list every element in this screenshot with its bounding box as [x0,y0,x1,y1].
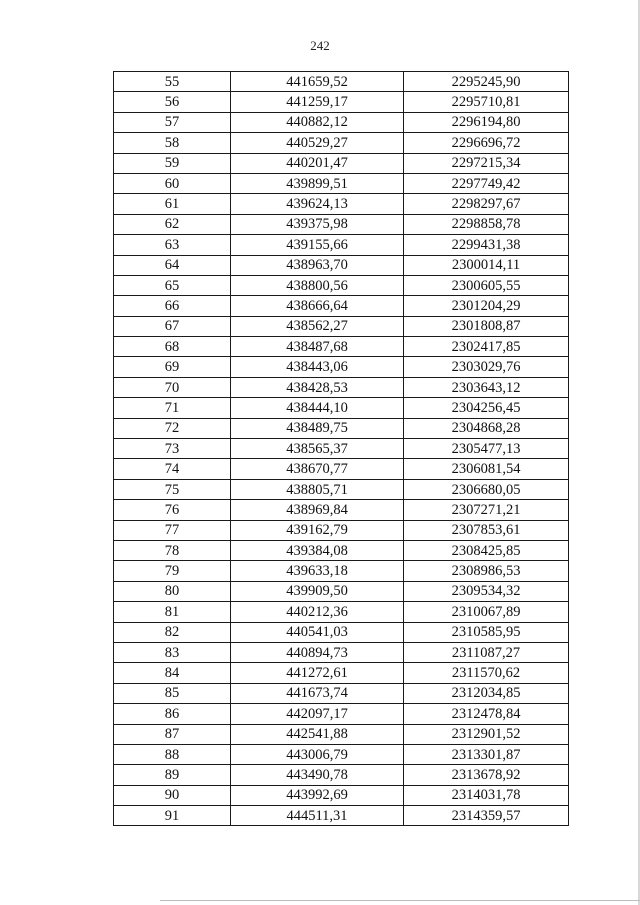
x-coordinate-cell: 438565,37 [231,439,404,459]
point-number-cell: 70 [114,377,231,397]
point-number-cell: 85 [114,683,231,703]
point-number-cell: 71 [114,398,231,418]
table-row [114,561,569,581]
y-coordinate-cell: 2313678,92 [404,765,569,785]
y-coordinate-cell: 2298858,78 [404,214,569,234]
x-coordinate-cell: 441272,61 [231,663,404,683]
y-coordinate-cell: 2297749,42 [404,173,569,193]
point-number-cell: 83 [114,642,231,662]
point-number-cell: 73 [114,439,231,459]
x-coordinate-cell: 438963,70 [231,255,404,275]
x-coordinate-cell: 440212,36 [231,602,404,622]
y-coordinate-cell: 2311570,62 [404,663,569,683]
y-coordinate-cell: 2311087,27 [404,642,569,662]
x-coordinate-cell: 440894,73 [231,642,404,662]
table-row [114,357,569,377]
y-coordinate-cell: 2296696,72 [404,133,569,153]
x-coordinate-cell: 441659,52 [231,72,404,92]
x-coordinate-cell: 440201,47 [231,153,404,173]
x-coordinate-cell: 438805,71 [231,479,404,499]
y-coordinate-cell: 2304868,28 [404,418,569,438]
y-coordinate-cell: 2295245,90 [404,72,569,92]
table-row [114,153,569,173]
point-number-cell: 74 [114,459,231,479]
table-row [114,500,569,520]
x-coordinate-cell: 438489,75 [231,418,404,438]
point-number-cell: 79 [114,561,231,581]
point-number-cell: 59 [114,153,231,173]
table-row [114,133,569,153]
y-coordinate-cell: 2297215,34 [404,153,569,173]
point-number-cell: 84 [114,663,231,683]
y-coordinate-cell: 2310585,95 [404,622,569,642]
x-coordinate-cell: 441259,17 [231,92,404,112]
table-row [114,112,569,132]
x-coordinate-cell: 442541,88 [231,724,404,744]
x-coordinate-cell: 439899,51 [231,173,404,193]
point-number-cell: 66 [114,296,231,316]
point-number-cell: 64 [114,255,231,275]
x-coordinate-cell: 440529,27 [231,133,404,153]
y-coordinate-cell: 2307853,61 [404,520,569,540]
x-coordinate-cell: 443992,69 [231,785,404,805]
table-row [114,459,569,479]
y-coordinate-cell: 2306081,54 [404,459,569,479]
table-row [114,602,569,622]
y-coordinate-cell: 2313301,87 [404,744,569,764]
table-row [114,418,569,438]
page-number: 242 [310,38,330,53]
x-coordinate-cell: 438443,06 [231,357,404,377]
x-coordinate-cell: 442097,17 [231,704,404,724]
y-coordinate-cell: 2298297,67 [404,194,569,214]
table-row [114,275,569,295]
point-number-cell: 67 [114,316,231,336]
point-number-cell: 72 [114,418,231,438]
table-row [114,540,569,560]
point-number-cell: 56 [114,92,231,112]
table-row [114,744,569,764]
y-coordinate-cell: 2302417,85 [404,337,569,357]
table-row [114,337,569,357]
table-row [114,765,569,785]
table-row [114,581,569,601]
x-coordinate-cell: 439384,08 [231,540,404,560]
table-row [114,724,569,744]
table-row [114,235,569,255]
y-coordinate-cell: 2296194,80 [404,112,569,132]
point-number-cell: 55 [114,72,231,92]
x-coordinate-cell: 439375,98 [231,214,404,234]
y-coordinate-cell: 2308986,53 [404,561,569,581]
point-number-cell: 91 [114,806,231,826]
x-coordinate-cell: 444511,31 [231,806,404,826]
x-coordinate-cell: 440882,12 [231,112,404,132]
point-number-cell: 69 [114,357,231,377]
point-number-cell: 80 [114,581,231,601]
table-row [114,173,569,193]
x-coordinate-cell: 439909,50 [231,581,404,601]
point-number-cell: 76 [114,500,231,520]
point-number-cell: 75 [114,479,231,499]
x-coordinate-cell: 438670,77 [231,459,404,479]
point-number-cell: 86 [114,704,231,724]
x-coordinate-cell: 443490,78 [231,765,404,785]
x-coordinate-cell: 443006,79 [231,744,404,764]
y-coordinate-cell: 2310067,89 [404,602,569,622]
table-row [114,785,569,805]
x-coordinate-cell: 441673,74 [231,683,404,703]
x-coordinate-cell: 438969,84 [231,500,404,520]
x-coordinate-cell: 438487,68 [231,337,404,357]
y-coordinate-cell: 2301204,29 [404,296,569,316]
y-coordinate-cell: 2299431,38 [404,235,569,255]
table-row [114,316,569,336]
y-coordinate-cell: 2295710,81 [404,92,569,112]
y-coordinate-cell: 2307271,21 [404,500,569,520]
point-number-cell: 63 [114,235,231,255]
x-coordinate-cell: 438800,56 [231,275,404,295]
scan-edge-bottom [160,900,640,901]
y-coordinate-cell: 2312478,84 [404,704,569,724]
table-row [114,377,569,397]
table-row [114,194,569,214]
point-number-cell: 78 [114,540,231,560]
table-row [114,398,569,418]
x-coordinate-cell: 440541,03 [231,622,404,642]
x-coordinate-cell: 439633,18 [231,561,404,581]
point-number-cell: 89 [114,765,231,785]
y-coordinate-cell: 2314359,57 [404,806,569,826]
point-number-cell: 88 [114,744,231,764]
y-coordinate-cell: 2305477,13 [404,439,569,459]
point-number-cell: 87 [114,724,231,744]
table-row [114,642,569,662]
point-number-cell: 62 [114,214,231,234]
point-number-cell: 57 [114,112,231,132]
x-coordinate-cell: 439155,66 [231,235,404,255]
table-row [114,92,569,112]
table-row [114,296,569,316]
table-row [114,72,569,92]
x-coordinate-cell: 439624,13 [231,194,404,214]
coordinates-table [113,71,569,826]
point-number-cell: 65 [114,275,231,295]
point-number-cell: 82 [114,622,231,642]
y-coordinate-cell: 2303643,12 [404,377,569,397]
y-coordinate-cell: 2306680,05 [404,479,569,499]
point-number-cell: 68 [114,337,231,357]
y-coordinate-cell: 2300014,11 [404,255,569,275]
y-coordinate-cell: 2303029,76 [404,357,569,377]
y-coordinate-cell: 2308425,85 [404,540,569,560]
y-coordinate-cell: 2304256,45 [404,398,569,418]
x-coordinate-cell: 438562,27 [231,316,404,336]
table-row [114,622,569,642]
y-coordinate-cell: 2309534,32 [404,581,569,601]
table-row [114,520,569,540]
y-coordinate-cell: 2314031,78 [404,785,569,805]
table-row [114,214,569,234]
point-number-cell: 77 [114,520,231,540]
y-coordinate-cell: 2312034,85 [404,683,569,703]
point-number-cell: 60 [114,173,231,193]
y-coordinate-cell: 2301808,87 [404,316,569,336]
table-row [114,683,569,703]
table-row [114,439,569,459]
table-row [114,704,569,724]
x-coordinate-cell: 438444,10 [231,398,404,418]
y-coordinate-cell: 2312901,52 [404,724,569,744]
point-number-cell: 81 [114,602,231,622]
table-row [114,479,569,499]
table-row [114,663,569,683]
x-coordinate-cell: 438666,64 [231,296,404,316]
x-coordinate-cell: 439162,79 [231,520,404,540]
y-coordinate-cell: 2300605,55 [404,275,569,295]
point-number-cell: 90 [114,785,231,805]
table-row [114,806,569,826]
point-number-cell: 61 [114,194,231,214]
point-number-cell: 58 [114,133,231,153]
x-coordinate-cell: 438428,53 [231,377,404,397]
table-row [114,255,569,275]
coordinates-table-body [114,72,569,826]
